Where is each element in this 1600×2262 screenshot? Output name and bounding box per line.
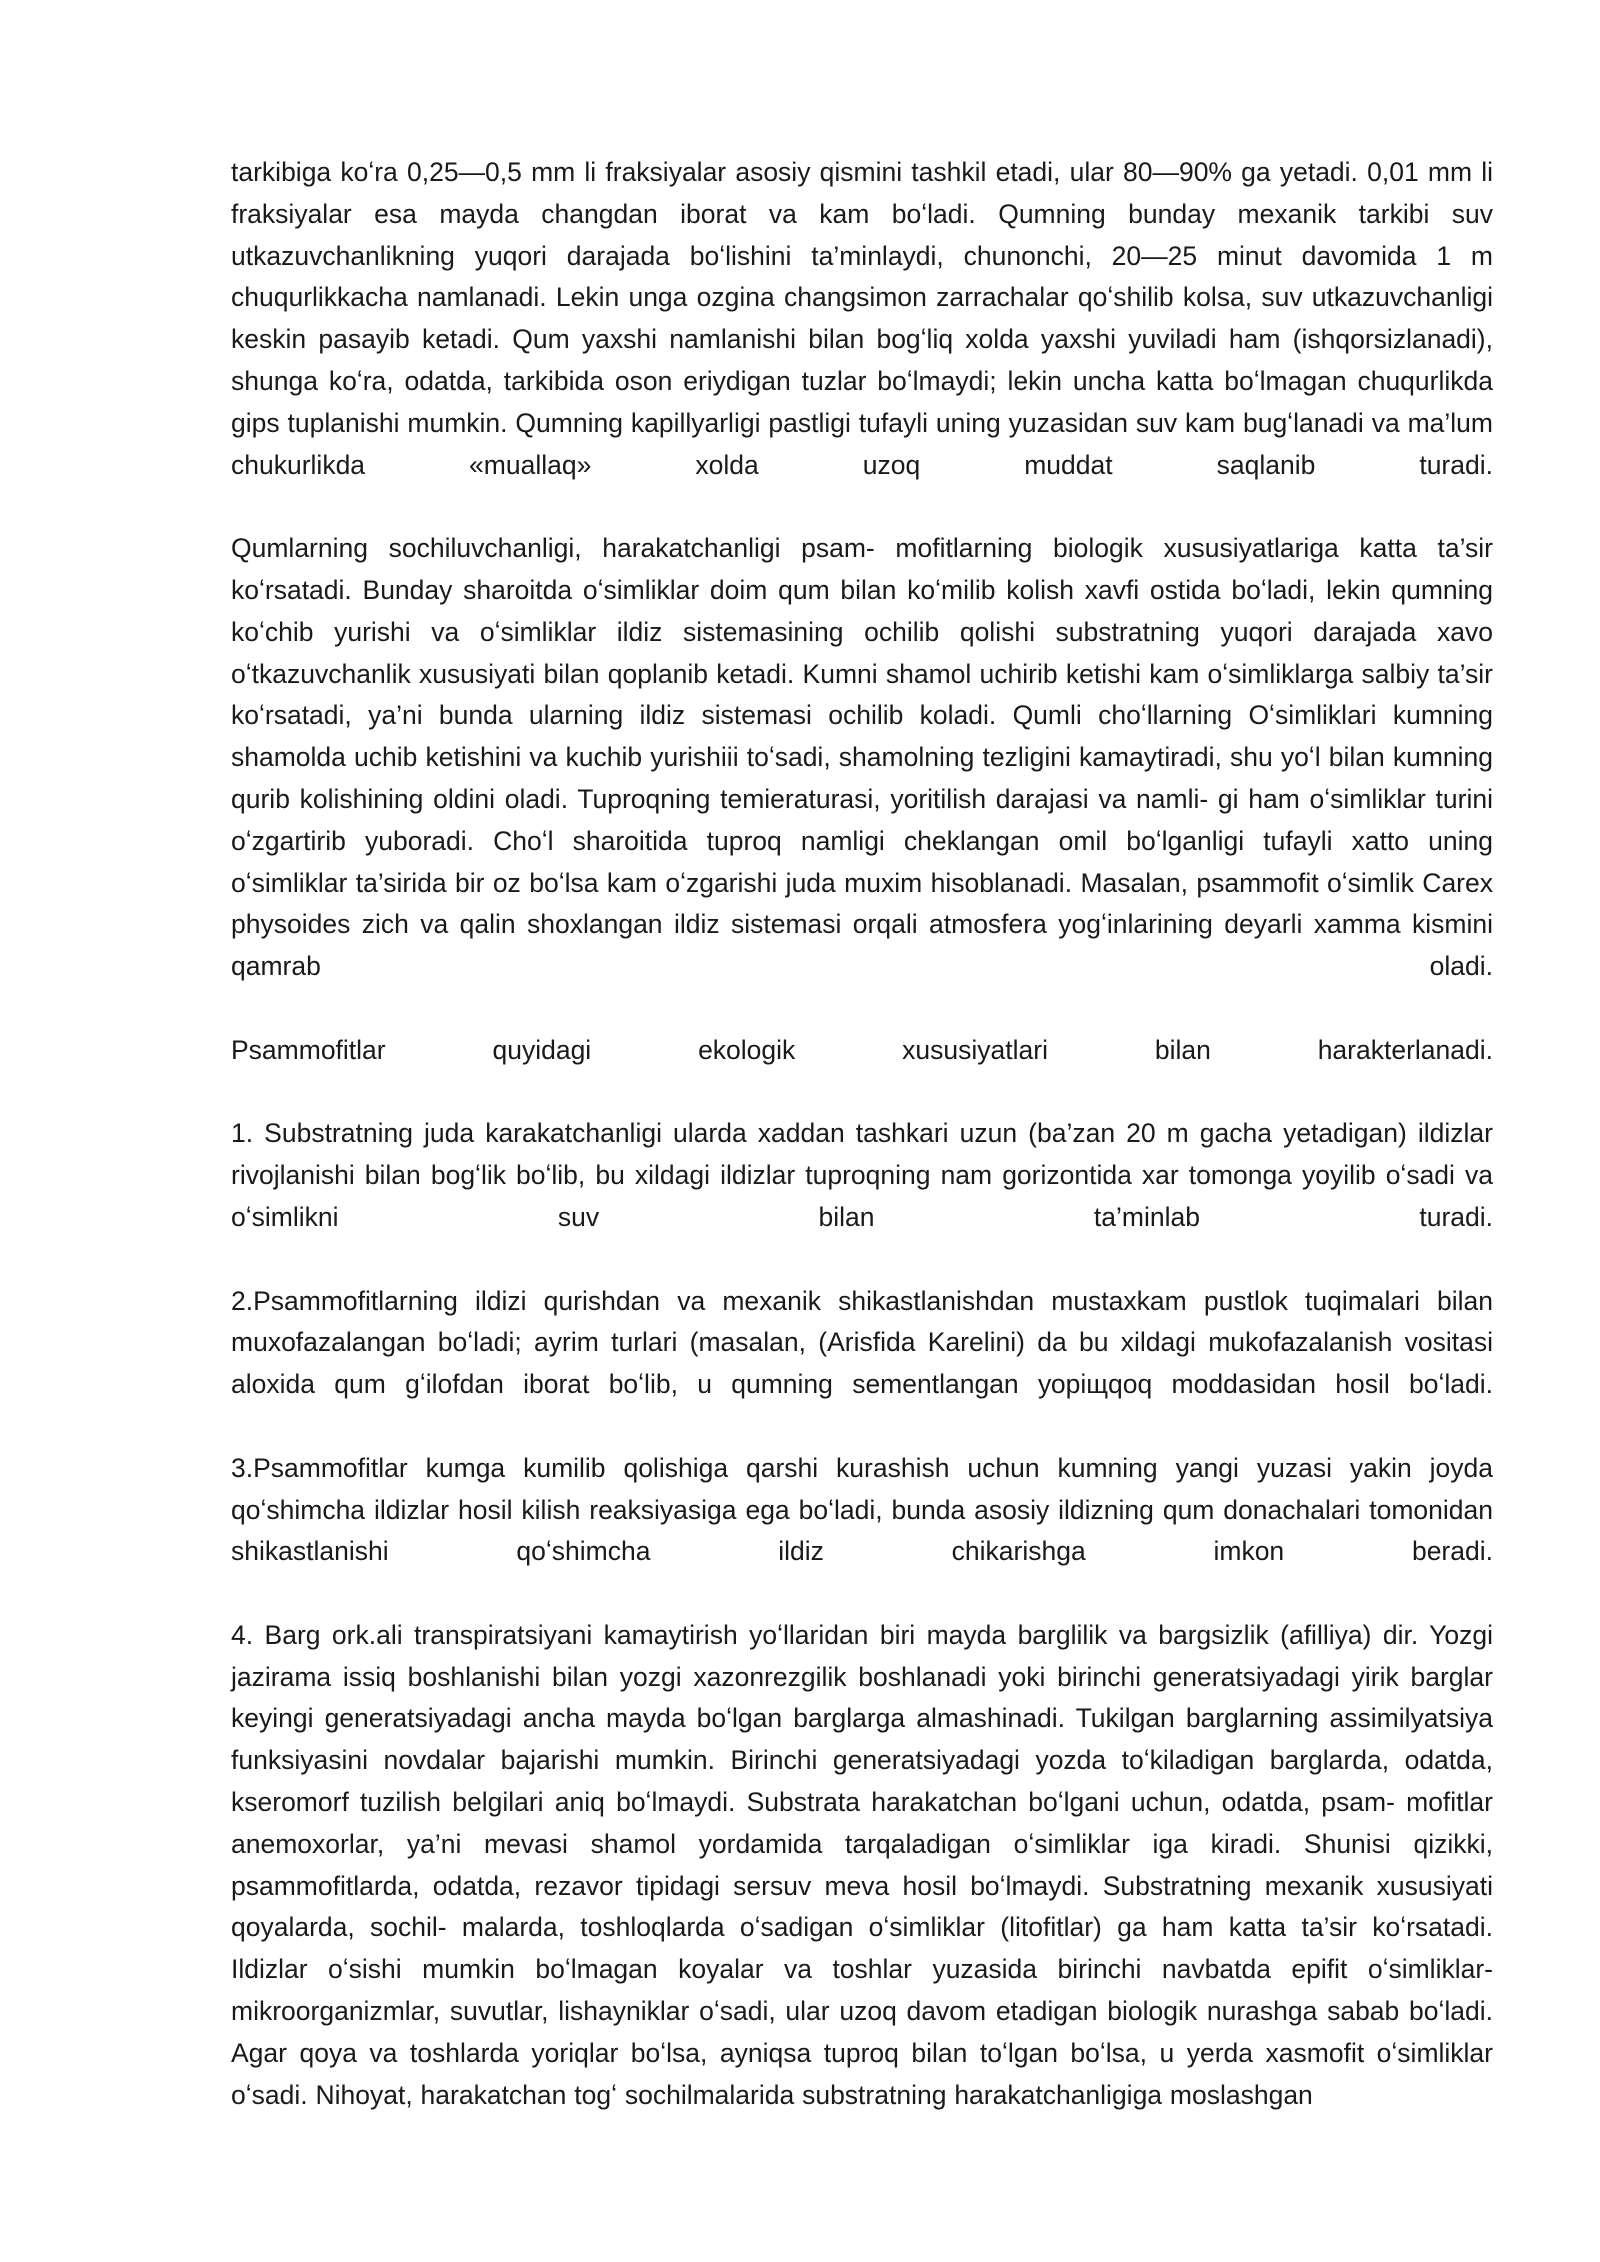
paragraph-sand-texture: tarkibiga koʻra 0,25—0,5 mm li fraksiyalar asosiy qismini tashkil etadi, ular 80—90% ga yetadi. 0,01 mm li fraksiyalar esa mayda changdan iborat va kam boʻladi. Qumning bunday mexanik tarkibi suv utkazuvchanlikning yuqori darajada boʻlishini ta’minlaydi, chunonchi, 20—25 minut davomida 1 m chuqurlikkacha namlanadi. Lekin unga ozgina changsimon zarrachalar qoʻshilib kolsa, suv utkazuvchanligi keskin pasayib ketadi. Qum yaxshi namlanishi bilan bogʻliq xolda yaxshi yuviladi ham (ishqorsizlanadi), shunga koʻra, odatda, tarkibida oson eriydigan tuzlar boʻlmaydi; lekin uncha katta boʻlmagan chuqurlikda gips tuplanishi mumkin. Qumning kapillyarligi pastligi tufayli uning yuzasidan suv kam bugʻlanadi va ma’lum chukurlikda «muallaq» xolda uzoq muddat saqlanib turadi. (231, 157, 1493, 480)
paragraph-gap (231, 988, 1493, 1030)
document-page (231, 152, 1493, 2116)
paragraph-psammophyte-intro: Psammofitlar quyidagi ekologik xususiyatlari bilan harakterlanadi. (231, 1034, 1493, 1065)
paragraph-gap (231, 1072, 1493, 1114)
paragraph-gap (231, 1573, 1493, 1615)
paragraph-gap (231, 486, 1493, 528)
list-item-1: 1. Substratning juda karakatchanligi ularda xaddan tashkari uzun (ba’zan 20 m gacha yetadigan) ildizlar rivojlanishi bilan bogʻlik boʻlib, bu xildagi ildizlar tuproqning nam gorizontida xar tomonga yoyilib oʻsadi va oʻsimlikni suv bilan ta’minlab turadi. (231, 1118, 1493, 1232)
paragraph-sand-mobility: Qumlarning sochiluvchanligi, harakatchanligi psam- mofitlarning biologik xususiyatlariga katta ta’sir koʻrsatadi. Bunday sharoitda oʻsimliklar doim qum bilan koʻmilib kolish xavfi ostida boʻladi, lekin qumning koʻchib yurishi va oʻsimliklar ildiz sistemasining ochilib qolishi substratning yuqori darajada xavo oʻtkazuvchanlik xususiyati bilan qoplanib ketadi. Kumni shamol uchirib ketishi kam oʻsimliklarga salbiy ta’sir koʻrsatadi, ya’ni bunda ularning ildiz sistemasi ochilib koladi. Qumli choʻllarning Oʻsimliklari kumning shamolda uchib ketishini va kuchib yurishiii toʻsadi, shamolning tezligini kamaytiradi, shu yoʻl bilan kumning qurib kolishining oldini oladi. Tuproqning temieraturasi, yoritilish darajasi va namli- gi ham oʻsimliklar turini oʻzgartirib yuboradi. Choʻl sharoitida tuproq namligi cheklangan omil boʻlganligi tufayli xatto uning oʻsimliklar ta’sirida bir oz boʻlsa kam oʻzgarishi juda muxim hisoblanadi. Masalan, psammofit oʻsimlik Carex physoides zich va qalin shoxlangan ildiz sistemasi orqali atmosfera yogʻinlarining deyarli xamma kismini qamrab oladi. (231, 533, 1493, 982)
list-item-2: 2.Psammofitlarning ildizi qurishdan va mexanik shikastlanishdan mustaxkam pustlok tuqimalari bilan muxofazalangan boʻladi; ayrim turlari (masalan, (Arisfida Karelini) da bu xildagi mukofazalanish vositasi aloxida qum gʻilofdan iborat boʻlib, u qumning sementlangan уорiщqoq moddasidan hosil boʻladi. (231, 1285, 1493, 1400)
paragraph-gap (231, 1239, 1493, 1281)
paragraph-gap (231, 1406, 1493, 1448)
list-item-3: 3.Psammofitlar kumga kumilib qolishiga qarshi kurashish uchun kumning yangi yuzasi yakin joyda qoʻshimcha ildizlar hosil kilish reaksiyasiga ega boʻladi, bunda asosiy ildizning qum donachalari tomonidan shikastlanishi qoʻshimcha ildiz chikarishga imkon beradi. (231, 1452, 1493, 1567)
list-item-4: 4. Barg ork.ali transpiratsiyani kamaytirish yoʻllaridan biri mayda barglilik va bargsizlik (afilliya) dir. Yozgi jazirama issiq boshlanishi bilan yozgi xazonrezgilik boshlanadi yoki birinchi generatsiyadagi yirik barglar keyingi generatsiyadagi ancha mayda boʻlgan barglarga almashinadi. Tukilgan barglarning assimilyatsiya funksiyasini novdalar bajarishi mumkin. Birinchi generatsiyadagi yozda toʻkiladigan barglarda, odatda, kseromorf tuzilish belgilari aniq boʻlmaydi. Substrata harakatchan boʻlgani uchun, odatda, psam- mofitlar anemoxorlar, ya’ni mevasi shamol yordamida tarqaladigan oʻsimliklar iga kiradi. Shunisi qizikki, psammofitlarda, odatda, rezavor tipidagi sersuv meva hosil boʻlmaydi. Substratning mexanik xususiyati qoyalarda, sochil- malarda, toshloqlarda oʻsadigan oʻsimliklar (litofitlar) ga ham katta ta’sir koʻrsatadi. Ildizlar oʻsishi mumkin boʻlmagan koyalar va toshlar yuzasida birinchi navbatda epifit oʻsimliklar- mikroorganizmlar, suvutlar, lishayniklar oʻsadi, ular uzoq davom etadigan biologik nurashga sabab boʻladi. Agar qoya va toshlarda yoriqlar boʻlsa, ayniqsa tuproq bilan toʻlgan boʻlsa, u yerda xasmofit oʻsimliklar oʻsadi. Nihoyat, harakatchan togʻ sochilmalarida substratning harakatchanligiga moslashgan (231, 1619, 1493, 2110)
